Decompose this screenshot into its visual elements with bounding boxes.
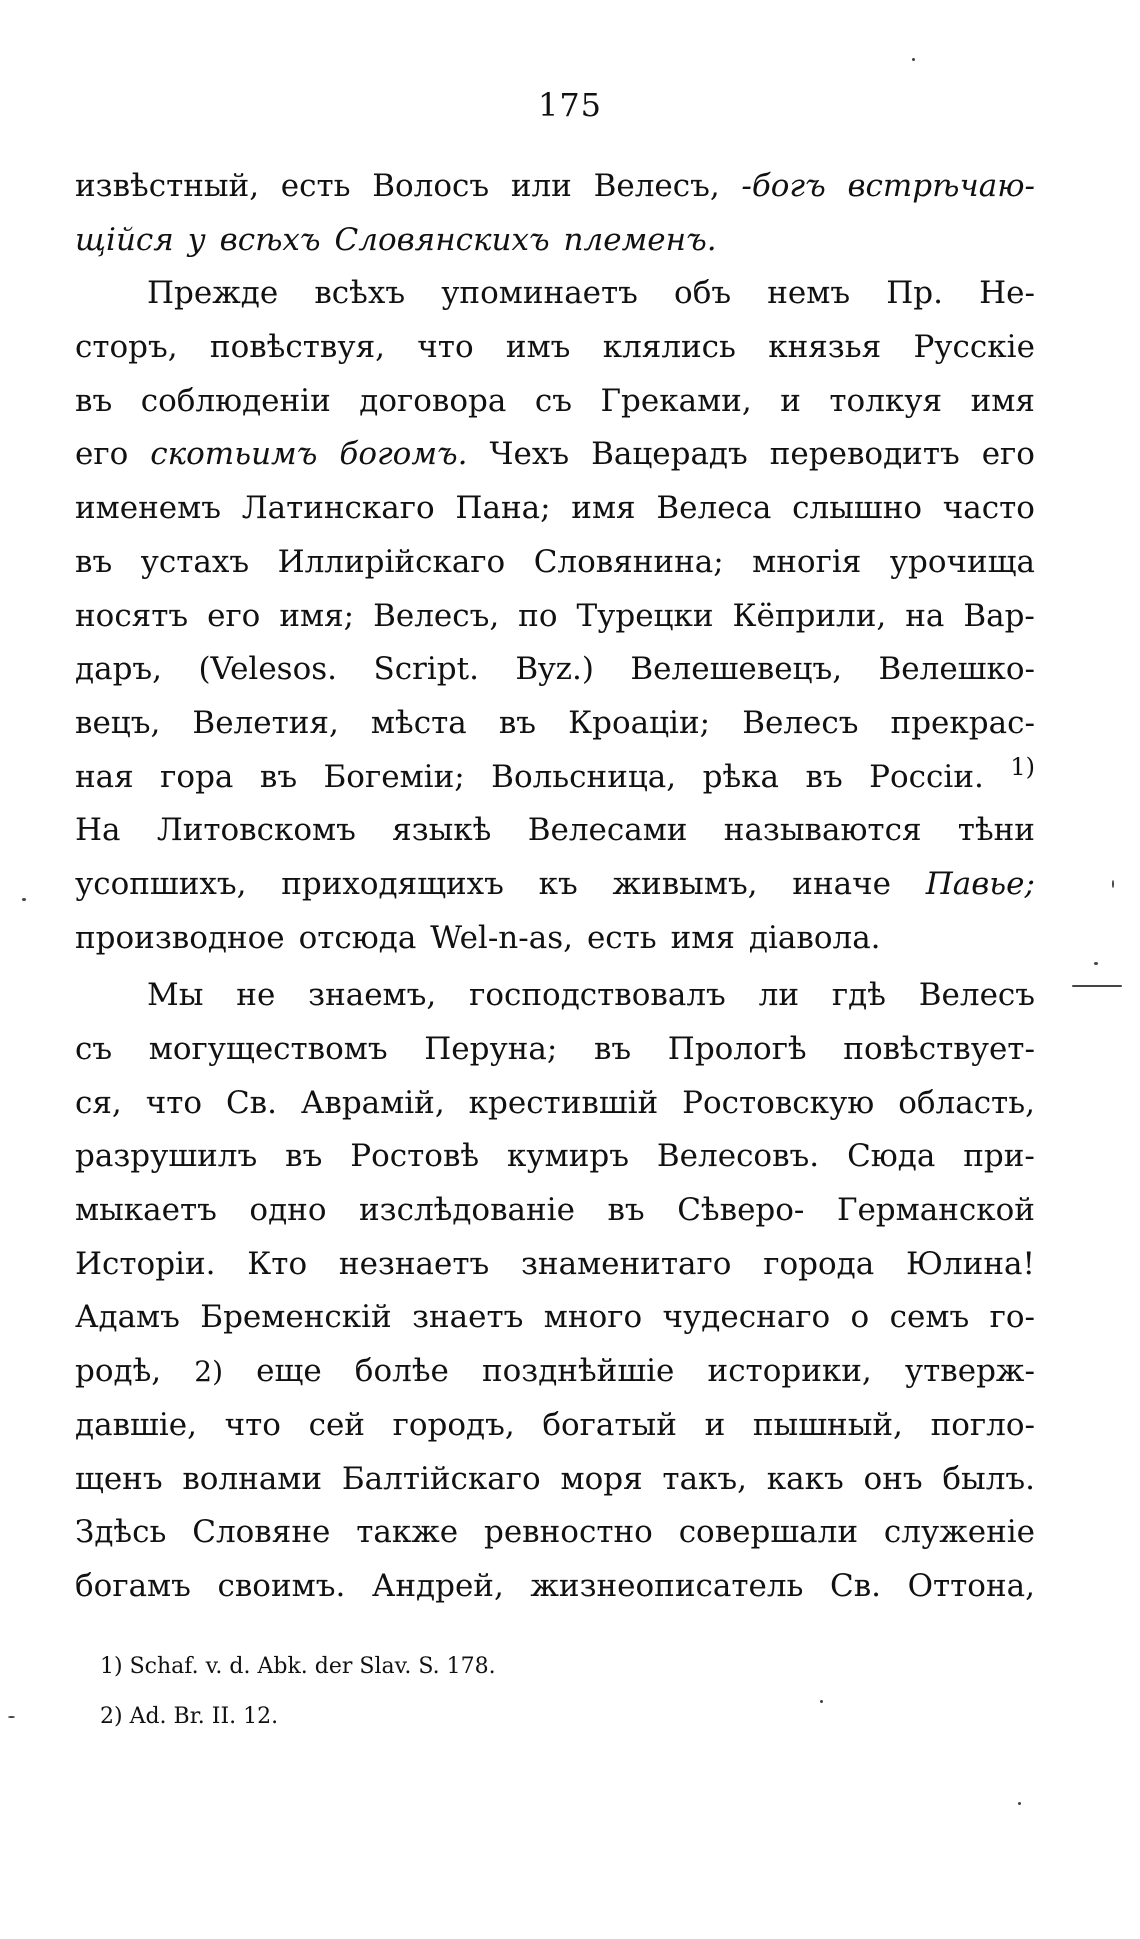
word: не: [236, 977, 276, 1014]
text-line: [75, 804, 1035, 858]
word: изслѣдованіе: [359, 1192, 575, 1229]
word: Словяне: [192, 1514, 331, 1551]
word: господствовалъ: [469, 977, 726, 1014]
word: ревностно: [483, 1514, 653, 1551]
word: и: [704, 1406, 726, 1443]
word: упоминаетъ: [441, 275, 638, 312]
word: отсюда: [298, 919, 417, 956]
word: мыкаетъ: [75, 1192, 217, 1229]
word: Перуна;: [424, 1031, 558, 1067]
word: гдѣ: [831, 977, 886, 1014]
scan-speck: [820, 1700, 823, 1703]
word: Исторіи.: [75, 1245, 216, 1282]
word: разрушилъ: [75, 1138, 258, 1175]
scan-speck: [1072, 985, 1122, 987]
word: Byz.): [515, 651, 594, 688]
word: область,: [898, 1084, 1035, 1121]
word: соблюденіи: [140, 382, 331, 419]
word: Велешевецъ,: [630, 651, 843, 688]
word: погло-: [930, 1406, 1035, 1443]
word: щенъ: [75, 1460, 163, 1497]
text-line: [75, 751, 1035, 805]
word: мѣста: [370, 704, 467, 741]
word: Сѣверо-: [677, 1192, 805, 1229]
word: Велеса: [656, 490, 772, 527]
word: 2): [194, 1355, 224, 1389]
word: также: [356, 1514, 459, 1551]
word: Кёприли,: [732, 597, 887, 634]
word: го-: [989, 1299, 1035, 1336]
word: Мы: [147, 977, 204, 1014]
word: Script.: [373, 651, 479, 688]
word: Волосъ: [372, 168, 490, 204]
word: города: [763, 1245, 875, 1282]
word: устахъ: [140, 543, 250, 580]
word: клялись: [602, 329, 736, 366]
word: позднѣйшіе: [481, 1353, 675, 1390]
word: сторъ,: [75, 329, 178, 366]
text-line: [75, 1238, 1035, 1292]
word: На: [75, 812, 121, 849]
word: Прежде: [147, 275, 279, 312]
word: много: [543, 1299, 643, 1336]
word: приходящихъ: [281, 865, 504, 902]
word: Греками,: [600, 382, 752, 419]
word: его: [75, 436, 129, 473]
word: еще: [256, 1353, 322, 1390]
word: Кроаціи;: [568, 704, 711, 741]
word: Павье;: [925, 865, 1035, 902]
word: Пана;: [455, 490, 551, 527]
word: есть: [586, 919, 657, 956]
word: родѣ,: [75, 1353, 162, 1390]
word: Чехъ: [489, 436, 570, 473]
word: Велесами: [527, 812, 688, 849]
footnotes: [100, 1642, 800, 1742]
word: Оттона,: [907, 1567, 1035, 1604]
text-line: [75, 697, 1035, 751]
text-line: [75, 375, 1035, 429]
word: языкѣ: [392, 812, 492, 849]
word: Балтійскаго: [341, 1460, 541, 1497]
word: немъ: [767, 275, 851, 312]
word: Вольсница,: [491, 758, 677, 795]
word: у: [187, 221, 206, 258]
word: повѣствуя,: [209, 329, 385, 366]
word: на: [905, 597, 945, 634]
word: встрѣчаю-: [847, 168, 1035, 204]
word: крестившій: [468, 1084, 659, 1121]
word: имъ: [505, 329, 571, 366]
word: что: [417, 329, 474, 366]
word: Ростовѣ: [350, 1138, 480, 1175]
word: кумиръ: [507, 1138, 629, 1175]
word: Турецки: [576, 597, 714, 634]
word: онъ: [863, 1460, 923, 1497]
word: переводитъ: [769, 436, 960, 473]
scan-speck: [8, 1716, 15, 1718]
word: по: [518, 597, 558, 634]
word: о: [850, 1299, 870, 1336]
word: (Velesos.: [198, 651, 338, 688]
word: городъ,: [392, 1406, 515, 1443]
word: Вар-: [963, 597, 1035, 634]
footnote: 1) Schaf. v. d. Abk. der Slav. S. 178.: [100, 1654, 496, 1679]
word: усопшихъ,: [75, 865, 247, 902]
scan-speck: [1094, 962, 1098, 965]
word: богатый: [542, 1406, 677, 1443]
word: что: [224, 1406, 281, 1443]
word: историки,: [707, 1353, 872, 1390]
word: всѣхъ: [314, 275, 406, 312]
word: Сюда: [847, 1138, 936, 1175]
scan-speck: [1112, 880, 1114, 888]
word: носятъ: [75, 597, 189, 634]
text-line: [75, 1077, 1035, 1131]
word: называются: [723, 812, 922, 849]
text-line: [75, 643, 1035, 697]
word: Литовскомъ: [156, 812, 356, 849]
word: своимъ.: [217, 1567, 346, 1604]
word: Словянскихъ: [334, 221, 550, 258]
word: толкуя: [829, 382, 943, 419]
word: въ: [285, 1138, 323, 1175]
word: или: [510, 168, 572, 204]
word: Ростовскую: [682, 1084, 875, 1121]
word: какъ: [766, 1460, 844, 1497]
word: Прологѣ: [667, 1031, 807, 1067]
word: совершали: [678, 1514, 859, 1551]
word: Велесъ: [742, 704, 859, 741]
body-text: [75, 160, 1035, 1614]
word: богомъ.: [339, 436, 468, 473]
word: объ: [674, 275, 732, 312]
word: Вацерадъ: [591, 436, 748, 473]
text-line: [75, 1130, 1035, 1184]
text-line: [75, 482, 1035, 536]
word: Словянина;: [533, 543, 724, 580]
word: гора: [160, 758, 234, 795]
word: производное: [75, 919, 285, 956]
word: 1): [1010, 752, 1035, 781]
word: моря: [560, 1460, 643, 1497]
scan-speck: [22, 898, 26, 901]
word: договора: [359, 382, 507, 419]
word: имя: [670, 919, 735, 956]
word: даръ,: [75, 651, 162, 688]
word: часто: [942, 490, 1035, 527]
word: одно: [249, 1192, 327, 1229]
word: незнаетъ: [338, 1245, 490, 1282]
text-line: [75, 858, 1035, 912]
word: повѣствует-: [843, 1031, 1035, 1067]
word: утверж-: [904, 1353, 1035, 1390]
word: въ: [75, 543, 113, 580]
word: Св.: [829, 1567, 882, 1604]
word: Кто: [247, 1245, 308, 1282]
word: иначе: [792, 865, 891, 902]
word: вецъ,: [75, 704, 161, 741]
word: Wel-n-as,: [430, 919, 573, 956]
word: племенъ.: [563, 221, 717, 258]
word: живымъ,: [612, 865, 758, 902]
word: Велесовъ.: [656, 1138, 820, 1175]
word: Велешко-: [878, 651, 1035, 688]
text-line: [75, 428, 1035, 482]
word: Велесъ: [918, 977, 1035, 1014]
word: въ: [498, 704, 537, 741]
word: знаетъ: [412, 1299, 524, 1336]
text-line: [75, 1291, 1035, 1345]
word: служеніе: [883, 1514, 1035, 1551]
word: Пр.: [886, 275, 943, 312]
word: въ: [607, 1192, 645, 1229]
page-number: 175: [537, 86, 603, 124]
word: могуществомъ: [148, 1031, 388, 1067]
text-line: [75, 160, 1035, 214]
text-line: [75, 1506, 1035, 1560]
word: Иллирійскаго: [277, 543, 506, 580]
word: Аврамій,: [300, 1084, 445, 1121]
word: -богъ: [741, 168, 826, 204]
word: тѣни: [957, 812, 1035, 849]
word: пышный,: [752, 1406, 903, 1443]
text-line: [75, 590, 1035, 644]
word: имя: [970, 382, 1035, 419]
word: такъ,: [662, 1460, 748, 1497]
word: Св.: [225, 1084, 277, 1121]
word: ли: [758, 977, 799, 1014]
word: рѣка: [702, 758, 780, 795]
word: урочища: [889, 543, 1035, 580]
word: всѣхъ: [219, 221, 321, 258]
word: Здѣсь: [75, 1514, 167, 1551]
word: богамъ: [75, 1567, 191, 1604]
word: жизнеописатель: [530, 1567, 804, 1604]
scan-speck: [1018, 1802, 1021, 1805]
text-line: [75, 214, 1035, 268]
word: въ: [75, 382, 113, 419]
text-line: [75, 912, 1035, 966]
word: слышно: [792, 490, 923, 527]
word: что: [145, 1084, 203, 1121]
word: именемъ: [75, 490, 221, 527]
word: знаменитаго: [521, 1245, 732, 1282]
word: прекрас-: [890, 704, 1035, 741]
text-line: [75, 536, 1035, 590]
word: въ: [805, 758, 843, 795]
word: діавола.: [748, 919, 881, 956]
word: скотьимъ: [150, 436, 318, 473]
word: въ: [593, 1031, 632, 1067]
word: въ: [259, 758, 298, 795]
word: и: [780, 382, 801, 419]
word: при-: [963, 1138, 1035, 1175]
word: Бременскій: [200, 1299, 392, 1336]
word: знаемъ,: [308, 977, 437, 1014]
word: чудеснаго: [662, 1299, 831, 1336]
word: извѣстный,: [75, 168, 260, 204]
word: сей: [308, 1406, 365, 1443]
text-line: [75, 1560, 1035, 1614]
word: Велесъ,: [373, 597, 500, 634]
word: есть: [280, 168, 351, 204]
text-line: [75, 1399, 1035, 1453]
word: ся,: [75, 1084, 122, 1121]
text-line: [75, 321, 1035, 375]
word: семъ: [889, 1299, 970, 1336]
word: Адамъ: [75, 1299, 180, 1336]
word: Германской: [836, 1192, 1035, 1229]
scan-speck: [912, 58, 915, 61]
word: Богеміи;: [323, 758, 465, 795]
word: давшіе,: [75, 1406, 197, 1443]
word: Велетия,: [192, 704, 339, 741]
word: имя;: [279, 597, 355, 634]
word: волнами: [182, 1460, 323, 1497]
word: Андрей,: [371, 1567, 504, 1604]
text-line: [75, 1345, 1035, 1399]
word: ная: [75, 758, 134, 795]
word: его: [207, 597, 261, 634]
text-line: [75, 969, 1035, 1023]
word: къ: [538, 865, 578, 902]
word: Латинскаго: [241, 490, 435, 527]
word: Русскіе: [913, 329, 1035, 366]
word: князья: [768, 329, 882, 366]
footnote: 2) Ad. Br. II. 12.: [100, 1704, 279, 1729]
text-line: [75, 267, 1035, 321]
word: съ: [534, 382, 572, 419]
word: Россіи.: [869, 758, 984, 795]
word: былъ.: [942, 1460, 1035, 1497]
word: съ: [75, 1031, 113, 1067]
text-line: [75, 1453, 1035, 1507]
word: многія: [752, 543, 862, 580]
word: Велесъ,: [593, 168, 720, 204]
word: болѣе: [354, 1353, 449, 1390]
word: щійся: [75, 221, 174, 258]
word: имя: [571, 490, 636, 527]
text-line: [75, 1023, 1035, 1077]
word: Юлина!: [906, 1245, 1035, 1282]
text-line: [75, 1184, 1035, 1238]
word: его: [981, 436, 1035, 473]
word: Не-: [979, 275, 1035, 312]
